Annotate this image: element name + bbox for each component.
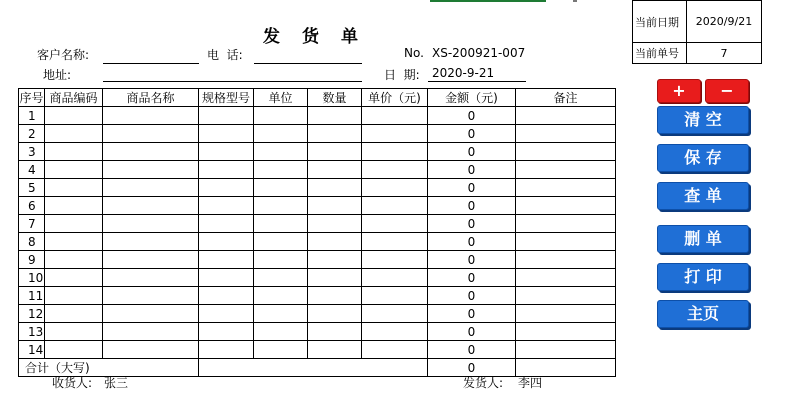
amount-cell[interactable]: 0 bbox=[428, 269, 516, 287]
title-char: 发 bbox=[263, 27, 280, 47]
remark-cell[interactable] bbox=[516, 287, 616, 305]
spec-cell[interactable] bbox=[199, 341, 254, 359]
product-code-cell[interactable] bbox=[45, 269, 103, 287]
product-name-cell[interactable] bbox=[103, 125, 199, 143]
product-code-cell[interactable] bbox=[45, 179, 103, 197]
unit-cell[interactable] bbox=[254, 269, 308, 287]
row-number: 7 bbox=[19, 215, 45, 233]
unit-cell[interactable] bbox=[254, 233, 308, 251]
customer-label: 客户名称: bbox=[37, 48, 90, 62]
table-row bbox=[19, 305, 616, 323]
amount-cell[interactable]: 0 bbox=[428, 251, 516, 269]
remark-cell[interactable] bbox=[516, 233, 616, 251]
product-code-cell[interactable] bbox=[45, 125, 103, 143]
quantity-cell[interactable] bbox=[308, 215, 362, 233]
unit-price-cell[interactable] bbox=[362, 143, 428, 161]
table-row bbox=[19, 269, 616, 287]
unit-price-cell[interactable] bbox=[362, 233, 428, 251]
remark-cell[interactable] bbox=[516, 269, 616, 287]
table-row bbox=[19, 107, 616, 125]
sheet-tab-indicator bbox=[430, 0, 546, 2]
quantity-cell[interactable] bbox=[308, 143, 362, 161]
remark-cell[interactable] bbox=[516, 143, 616, 161]
row-number: 14 bbox=[19, 341, 45, 359]
spec-cell[interactable] bbox=[199, 305, 254, 323]
product-name-cell[interactable] bbox=[103, 287, 199, 305]
receiver-value: 张三 bbox=[104, 376, 129, 390]
sender-value: 李四 bbox=[518, 376, 543, 390]
total-words-cell[interactable] bbox=[199, 359, 428, 377]
unit-price-cell[interactable] bbox=[362, 197, 428, 215]
current-date-value[interactable]: 2020/9/21 bbox=[687, 1, 762, 43]
table-row bbox=[19, 125, 616, 143]
product-code-cell[interactable] bbox=[45, 107, 103, 125]
items-table bbox=[18, 88, 616, 377]
product-name-cell[interactable] bbox=[103, 233, 199, 251]
unit-cell[interactable] bbox=[254, 143, 308, 161]
row-number: 3 bbox=[19, 143, 45, 161]
product-code-cell[interactable] bbox=[45, 323, 103, 341]
unit-cell[interactable] bbox=[254, 323, 308, 341]
spec-cell[interactable] bbox=[199, 233, 254, 251]
quantity-cell[interactable] bbox=[308, 125, 362, 143]
quantity-cell[interactable] bbox=[308, 287, 362, 305]
spec-cell[interactable] bbox=[199, 269, 254, 287]
current-no-value[interactable]: 7 bbox=[687, 43, 762, 64]
product-code-cell[interactable] bbox=[45, 341, 103, 359]
sheet-divider bbox=[573, 0, 577, 2]
quantity-cell[interactable] bbox=[308, 269, 362, 287]
unit-price-cell[interactable] bbox=[362, 323, 428, 341]
unit-cell[interactable] bbox=[254, 305, 308, 323]
total-amount[interactable]: 0 bbox=[428, 359, 516, 377]
product-name-cell[interactable] bbox=[103, 323, 199, 341]
amount-cell[interactable]: 0 bbox=[428, 323, 516, 341]
date-value: 2020-9-21 bbox=[432, 66, 495, 80]
amount-cell[interactable]: 0 bbox=[428, 125, 516, 143]
spec-cell[interactable] bbox=[199, 215, 254, 233]
product-name-cell[interactable] bbox=[103, 161, 199, 179]
spec-cell[interactable] bbox=[199, 197, 254, 215]
unit-price-cell[interactable] bbox=[362, 269, 428, 287]
table-row bbox=[19, 287, 616, 305]
sender-label: 发货人: bbox=[463, 376, 504, 390]
product-name-cell[interactable] bbox=[103, 143, 199, 161]
remark-cell[interactable] bbox=[516, 215, 616, 233]
save-button[interactable]: 保 存 bbox=[657, 144, 749, 172]
row-number: 5 bbox=[19, 179, 45, 197]
amount-cell[interactable]: 0 bbox=[428, 341, 516, 359]
row-number: 9 bbox=[19, 251, 45, 269]
product-name-cell[interactable] bbox=[103, 251, 199, 269]
product-name-cell[interactable] bbox=[103, 197, 199, 215]
table-row bbox=[19, 341, 616, 359]
quantity-cell[interactable] bbox=[308, 341, 362, 359]
unit-price-cell[interactable] bbox=[362, 251, 428, 269]
amount-cell[interactable]: 0 bbox=[428, 215, 516, 233]
table-row bbox=[19, 143, 616, 161]
table-header-row bbox=[19, 89, 616, 107]
unit-price-cell[interactable] bbox=[362, 341, 428, 359]
remark-cell[interactable] bbox=[516, 251, 616, 269]
product-code-cell[interactable] bbox=[45, 251, 103, 269]
remark-cell[interactable] bbox=[516, 341, 616, 359]
quantity-cell[interactable] bbox=[308, 251, 362, 269]
phone-label: 电 话: bbox=[207, 48, 243, 62]
table-row bbox=[19, 161, 616, 179]
query-button[interactable]: 查 单 bbox=[657, 182, 749, 210]
row-number: 2 bbox=[19, 125, 45, 143]
table-row bbox=[19, 179, 616, 197]
remark-cell[interactable] bbox=[516, 107, 616, 125]
spec-cell[interactable] bbox=[199, 143, 254, 161]
spec-cell[interactable] bbox=[199, 251, 254, 269]
receiver-label: 收货人: bbox=[52, 376, 93, 390]
quantity-cell[interactable] bbox=[308, 179, 362, 197]
col-header: 金额（元) bbox=[428, 89, 516, 107]
clear-button[interactable]: 清 空 bbox=[657, 106, 749, 134]
product-code-cell[interactable] bbox=[45, 287, 103, 305]
spec-cell[interactable] bbox=[199, 287, 254, 305]
amount-cell[interactable]: 0 bbox=[428, 233, 516, 251]
row-number: 4 bbox=[19, 161, 45, 179]
order-no-label: No. bbox=[404, 46, 424, 60]
product-name-cell[interactable] bbox=[103, 215, 199, 233]
product-code-cell[interactable] bbox=[45, 305, 103, 323]
customer-field[interactable] bbox=[103, 63, 199, 64]
product-name-cell[interactable] bbox=[103, 269, 199, 287]
row-number: 13 bbox=[19, 323, 45, 341]
unit-cell[interactable] bbox=[254, 125, 308, 143]
col-header: 备注 bbox=[516, 89, 616, 107]
phone-field[interactable] bbox=[254, 63, 362, 64]
delete-button[interactable]: 删 单 bbox=[657, 225, 749, 253]
product-name-cell[interactable] bbox=[103, 305, 199, 323]
remove-row-button[interactable]: − bbox=[705, 79, 749, 103]
unit-cell[interactable] bbox=[254, 215, 308, 233]
spec-cell[interactable] bbox=[199, 125, 254, 143]
remark-cell[interactable] bbox=[516, 197, 616, 215]
current-date-label: 当前日期 bbox=[633, 1, 687, 43]
date-label: 日 期: bbox=[384, 68, 420, 82]
product-name-cell[interactable] bbox=[103, 341, 199, 359]
unit-cell[interactable] bbox=[254, 251, 308, 269]
amount-cell[interactable]: 0 bbox=[428, 179, 516, 197]
title-char: 货 bbox=[302, 27, 319, 47]
remark-cell[interactable] bbox=[516, 161, 616, 179]
address-field[interactable] bbox=[103, 81, 362, 82]
quantity-cell[interactable] bbox=[308, 161, 362, 179]
table-row bbox=[19, 197, 616, 215]
unit-cell[interactable] bbox=[254, 179, 308, 197]
print-button[interactable]: 打 印 bbox=[657, 263, 749, 291]
unit-price-cell[interactable] bbox=[362, 107, 428, 125]
row-number: 6 bbox=[19, 197, 45, 215]
home-button[interactable]: 主页 bbox=[657, 300, 749, 328]
quantity-cell[interactable] bbox=[308, 233, 362, 251]
amount-cell[interactable]: 0 bbox=[428, 305, 516, 323]
col-header: 单价（元) bbox=[362, 89, 428, 107]
unit-cell[interactable] bbox=[254, 107, 308, 125]
page-title bbox=[263, 22, 380, 47]
date-underline bbox=[428, 81, 526, 82]
spec-cell[interactable] bbox=[199, 179, 254, 197]
unit-cell[interactable] bbox=[254, 341, 308, 359]
order-no-value: XS-200921-007 bbox=[432, 46, 526, 60]
unit-price-cell[interactable] bbox=[362, 287, 428, 305]
unit-price-cell[interactable] bbox=[362, 215, 428, 233]
table-row bbox=[19, 323, 616, 341]
add-row-button[interactable]: + bbox=[657, 79, 701, 103]
current-no-label: 当前单号 bbox=[633, 43, 687, 64]
remark-cell[interactable] bbox=[516, 323, 616, 341]
spec-cell[interactable] bbox=[199, 107, 254, 125]
remark-cell[interactable] bbox=[516, 179, 616, 197]
total-label: 合计（大写) bbox=[19, 359, 199, 377]
row-number: 10 bbox=[19, 269, 45, 287]
spec-cell[interactable] bbox=[199, 161, 254, 179]
product-code-cell[interactable] bbox=[45, 161, 103, 179]
amount-cell[interactable]: 0 bbox=[428, 107, 516, 125]
row-number: 12 bbox=[19, 305, 45, 323]
spec-cell[interactable] bbox=[199, 323, 254, 341]
table-row bbox=[19, 215, 616, 233]
product-code-cell[interactable] bbox=[45, 215, 103, 233]
product-code-cell[interactable] bbox=[45, 143, 103, 161]
quantity-cell[interactable] bbox=[308, 197, 362, 215]
amount-cell[interactable]: 0 bbox=[428, 143, 516, 161]
col-header: 商品编码 bbox=[45, 89, 103, 107]
amount-cell[interactable]: 0 bbox=[428, 161, 516, 179]
quantity-cell[interactable] bbox=[308, 107, 362, 125]
amount-cell[interactable]: 0 bbox=[428, 287, 516, 305]
table-row bbox=[19, 233, 616, 251]
amount-cell[interactable]: 0 bbox=[428, 197, 516, 215]
remark-cell[interactable] bbox=[516, 305, 616, 323]
quantity-cell[interactable] bbox=[308, 323, 362, 341]
row-number: 8 bbox=[19, 233, 45, 251]
unit-price-cell[interactable] bbox=[362, 305, 428, 323]
unit-cell[interactable] bbox=[254, 197, 308, 215]
col-header: 单位 bbox=[254, 89, 308, 107]
unit-price-cell[interactable] bbox=[362, 161, 428, 179]
title-char: 单 bbox=[341, 27, 358, 47]
unit-price-cell[interactable] bbox=[362, 125, 428, 143]
col-header: 数量 bbox=[308, 89, 362, 107]
col-header: 商品名称 bbox=[103, 89, 199, 107]
col-header: 规格型号 bbox=[199, 89, 254, 107]
unit-cell[interactable] bbox=[254, 287, 308, 305]
remark-cell[interactable] bbox=[516, 125, 616, 143]
table-row bbox=[19, 251, 616, 269]
product-name-cell[interactable] bbox=[103, 107, 199, 125]
quantity-cell[interactable] bbox=[308, 305, 362, 323]
unit-price-cell[interactable] bbox=[362, 179, 428, 197]
row-number: 11 bbox=[19, 287, 45, 305]
product-name-cell[interactable] bbox=[103, 179, 199, 197]
row-number: 1 bbox=[19, 107, 45, 125]
info-panel bbox=[632, 0, 762, 64]
address-label: 地址: bbox=[43, 68, 72, 82]
product-code-cell[interactable] bbox=[45, 233, 103, 251]
product-code-cell[interactable] bbox=[45, 197, 103, 215]
unit-cell[interactable] bbox=[254, 161, 308, 179]
col-header: 序号 bbox=[19, 89, 45, 107]
